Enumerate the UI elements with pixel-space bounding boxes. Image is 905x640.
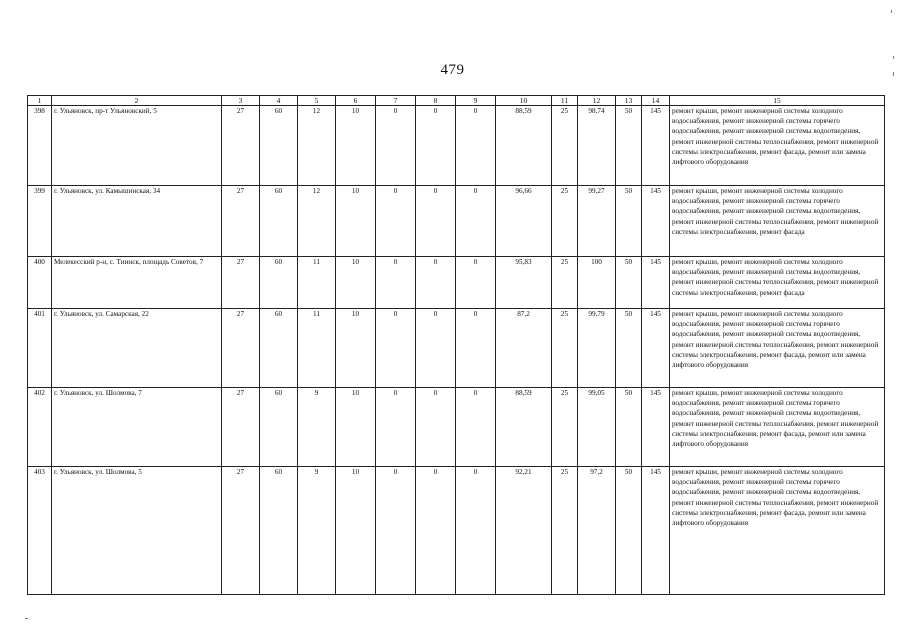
table-cell: 10 xyxy=(336,257,376,309)
table-cell: 0 xyxy=(416,106,456,186)
table-cell: 0 xyxy=(376,309,416,388)
table-cell: 96,66 xyxy=(496,186,552,257)
table-cell: 0 xyxy=(456,257,496,309)
table-row xyxy=(28,309,885,388)
scan-edge-mark xyxy=(25,618,28,619)
table-cell: 92,21 xyxy=(496,467,552,595)
table-cell: 0 xyxy=(376,257,416,309)
column-header: 6 xyxy=(336,96,376,106)
row-number: 398 xyxy=(28,106,52,186)
table-cell: 10 xyxy=(336,186,376,257)
table-header xyxy=(28,96,885,106)
table-cell: 50 xyxy=(616,388,642,467)
table-row xyxy=(28,388,885,467)
table-cell: 60 xyxy=(260,257,298,309)
table-cell: 0 xyxy=(456,309,496,388)
table-cell: 25 xyxy=(552,467,578,595)
table-cell: 10 xyxy=(336,467,376,595)
row-number: 403 xyxy=(28,467,52,595)
address-cell: г. Ульяновск, ул. Шолмова, 7 xyxy=(52,388,222,467)
scan-edge-mark xyxy=(891,10,892,13)
column-header: 3 xyxy=(222,96,260,106)
table-cell: 12 xyxy=(298,106,336,186)
table-cell: 0 xyxy=(376,186,416,257)
table-cell: 27 xyxy=(222,309,260,388)
column-number-row xyxy=(28,96,885,106)
column-header: 10 xyxy=(496,96,552,106)
address-cell: г. Ульяновск, ул. Шолмова, 5 xyxy=(52,467,222,595)
column-header: 5 xyxy=(298,96,336,106)
repair-program-table xyxy=(27,95,885,595)
row-number: 400 xyxy=(28,257,52,309)
table-cell: 10 xyxy=(336,388,376,467)
table-cell: 27 xyxy=(222,388,260,467)
table-row xyxy=(28,106,885,186)
table-cell: 0 xyxy=(376,106,416,186)
table-cell: 25 xyxy=(552,309,578,388)
works-description-cell: ремонт крыши, ремонт инженерной системы холодного водоснабжения, ремонт инженерной системы горячего водоснабжения, ремонт инженерной системы водоотведения, ремонт инженерной системы теплоснабжения, ремонт инженерной системы электроснабжения, ремонт фасада, ремонт или замена лифтового оборудования xyxy=(670,467,885,595)
table-cell: 0 xyxy=(376,467,416,595)
table-cell: 25 xyxy=(552,106,578,186)
table-cell: 0 xyxy=(456,186,496,257)
table-cell: 145 xyxy=(642,106,670,186)
table-cell: 0 xyxy=(456,106,496,186)
column-header: 7 xyxy=(376,96,416,106)
address-cell: г. Ульяновск, пр-т Ульяновский, 5 xyxy=(52,106,222,186)
table-cell: 27 xyxy=(222,467,260,595)
scan-edge-mark xyxy=(893,72,894,76)
table-cell: 60 xyxy=(260,186,298,257)
column-header: 4 xyxy=(260,96,298,106)
table-cell: 0 xyxy=(456,467,496,595)
row-number: 399 xyxy=(28,186,52,257)
table-cell: 50 xyxy=(616,309,642,388)
table-cell: 99,05 xyxy=(578,388,616,467)
table-cell: 27 xyxy=(222,257,260,309)
table-row xyxy=(28,186,885,257)
address-cell: г. Ульяновск, ул. Самарская, 22 xyxy=(52,309,222,388)
table-cell: 145 xyxy=(642,309,670,388)
table-cell: 25 xyxy=(552,257,578,309)
column-header: 13 xyxy=(616,96,642,106)
table-cell: 27 xyxy=(222,106,260,186)
table-cell: 27 xyxy=(222,186,260,257)
table-cell: 11 xyxy=(298,257,336,309)
column-header: 12 xyxy=(578,96,616,106)
table-cell: 87,2 xyxy=(496,309,552,388)
table-cell: 0 xyxy=(416,467,456,595)
row-number: 401 xyxy=(28,309,52,388)
table-cell: 0 xyxy=(416,388,456,467)
table-cell: 60 xyxy=(260,467,298,595)
works-description-cell: ремонт крыши, ремонт инженерной системы холодного водоснабжения, ремонт инженерной системы водоотведения, ремонт инженерной системы теплоснабжения, ремонт инженерной системы электроснабжения, ремонт фасада xyxy=(670,257,885,309)
table-cell: 145 xyxy=(642,257,670,309)
table-row xyxy=(28,257,885,309)
works-description-cell: ремонт крыши, ремонт инженерной системы холодного водоснабжения, ремонт инженерной системы горячего водоснабжения, ремонт инженерной системы водоотведения, ремонт инженерной системы теплоснабжения, ремонт инженерной системы электроснабжения, ремонт фасада, ремонт или замена лифтового оборудования xyxy=(670,388,885,467)
works-description-cell: ремонт крыши, ремонт инженерной системы холодного водоснабжения, ремонт инженерной системы горячего водоснабжения, ремонт инженерной системы водоотведения, ремонт инженерной системы теплоснабжения, ремонт инженерной системы электроснабжения, ремонт фасада xyxy=(670,186,885,257)
table-cell: 95,83 xyxy=(496,257,552,309)
table-cell: 10 xyxy=(336,309,376,388)
table-cell: 9 xyxy=(298,467,336,595)
column-header: 11 xyxy=(552,96,578,106)
table-cell: 98,74 xyxy=(578,106,616,186)
table-cell: 99,27 xyxy=(578,186,616,257)
table-cell: 50 xyxy=(616,257,642,309)
table-cell: 145 xyxy=(642,467,670,595)
address-cell: Мелекесский р-н, с. Тиинск, площадь Советов, 7 xyxy=(52,257,222,309)
column-header: 9 xyxy=(456,96,496,106)
table-row xyxy=(28,467,885,595)
table-cell: 0 xyxy=(416,186,456,257)
column-header: 14 xyxy=(642,96,670,106)
scan-edge-mark xyxy=(893,56,894,59)
table-cell: 0 xyxy=(416,257,456,309)
table-cell: 97,2 xyxy=(578,467,616,595)
table-cell: 9 xyxy=(298,388,336,467)
table-cell: 50 xyxy=(616,106,642,186)
works-description-cell: ремонт крыши, ремонт инженерной системы холодного водоснабжения, ремонт инженерной системы горячего водоснабжения, ремонт инженерной системы водоотведения, ремонт инженерной системы теплоснабжения, ремонт инженерной системы электроснабжения, ремонт фасада, ремонт или замена лифтового оборудования xyxy=(670,309,885,388)
table-cell: 50 xyxy=(616,186,642,257)
address-cell: г. Ульяновск, ул. Камышинская, 34 xyxy=(52,186,222,257)
column-header: 1 xyxy=(28,96,52,106)
row-number: 402 xyxy=(28,388,52,467)
column-header: 15 xyxy=(670,96,885,106)
table-cell: 60 xyxy=(260,309,298,388)
table-cell: 25 xyxy=(552,186,578,257)
table-cell: 145 xyxy=(642,186,670,257)
column-header: 8 xyxy=(416,96,456,106)
table-cell: 60 xyxy=(260,388,298,467)
table-cell: 11 xyxy=(298,309,336,388)
table-cell: 0 xyxy=(416,309,456,388)
table-cell: 99,79 xyxy=(578,309,616,388)
table-cell: 12 xyxy=(298,186,336,257)
table-cell: 0 xyxy=(376,388,416,467)
table-cell: 10 xyxy=(336,106,376,186)
table-cell: 88,59 xyxy=(496,106,552,186)
page-number: 479 xyxy=(440,62,465,78)
column-header: 2 xyxy=(52,96,222,106)
works-description-cell: ремонт крыши, ремонт инженерной системы холодного водоснабжения, ремонт инженерной системы горячего водоснабжения, ремонт инженерной системы водоотведения, ремонт инженерной системы теплоснабжения, ремонт инженерной системы электроснабжения, ремонт фасада, ремонт или замена лифтового оборудования xyxy=(670,106,885,186)
table-cell: 0 xyxy=(456,388,496,467)
table-cell: 60 xyxy=(260,106,298,186)
table-cell: 88,59 xyxy=(496,388,552,467)
table-cell: 100 xyxy=(578,257,616,309)
table-cell: 25 xyxy=(552,388,578,467)
table-cell: 145 xyxy=(642,388,670,467)
table-cell: 50 xyxy=(616,467,642,595)
